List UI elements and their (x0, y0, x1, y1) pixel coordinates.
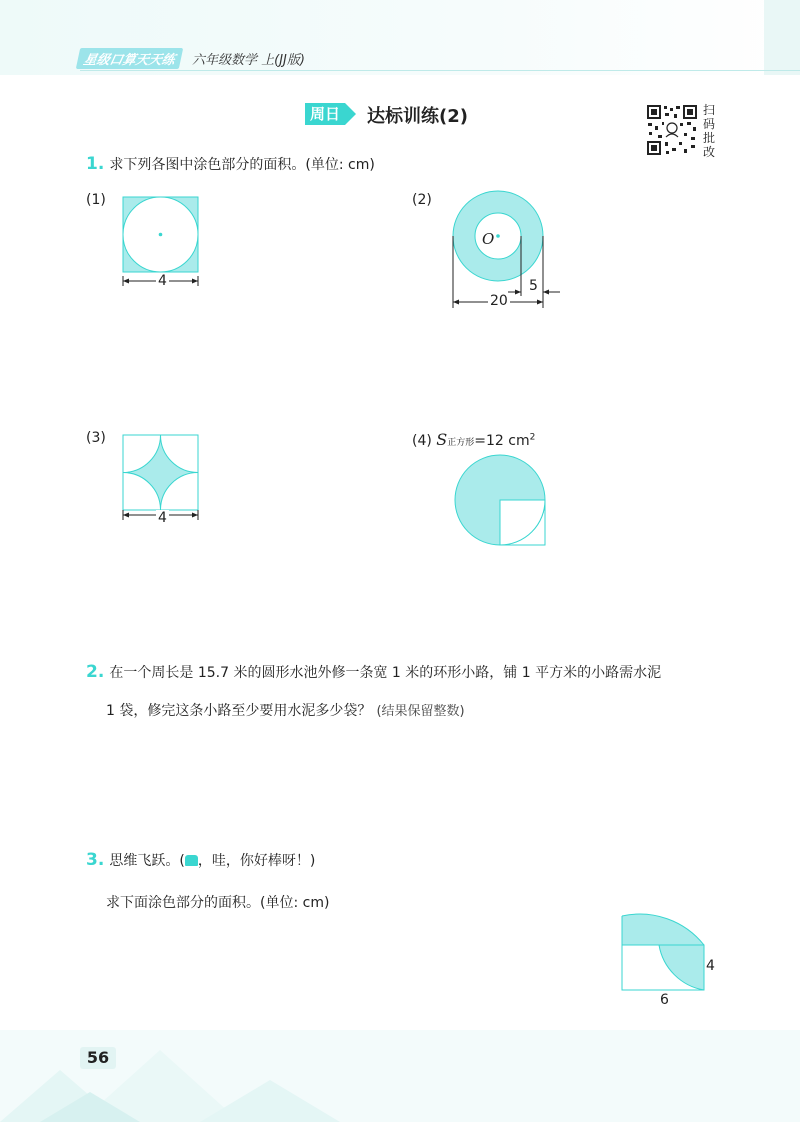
figure-q3-width-dimension: 6 (660, 992, 669, 1008)
figure-2-center-label: O (482, 230, 495, 248)
figure-4-label-line (412, 430, 535, 449)
figure-2-ring-width-dimension: 5 (529, 278, 538, 294)
figure-4-area-value: =12 cm (474, 433, 530, 449)
scan-char: 改 (703, 145, 716, 159)
question-3-heading: 3. 思维飞跃。( ，哇，你好棒呀！) (86, 850, 316, 870)
scan-char: 批 (703, 131, 716, 145)
figure-2-ring (440, 186, 570, 310)
question-2-heading (86, 662, 726, 682)
figure-4-area-subscript: 正方形 (447, 438, 475, 448)
figure-4-circle-with-square (446, 450, 556, 560)
question-text-line-2: 1 袋，修完这条小路至少要用水泥多少袋？ (106, 703, 372, 719)
question-title: 思维飞跃。 (109, 853, 180, 869)
figure-1-label: (1) (86, 192, 106, 208)
page-number: 56 (80, 1047, 116, 1069)
figure-q3-quarter-circles (612, 910, 722, 998)
figure-3-label: (3) (86, 430, 106, 446)
scan-char: 扫 (703, 103, 716, 117)
figure-3-dimension: 4 (158, 510, 167, 526)
day-badge-arrow (345, 103, 356, 125)
question-number: 2. (86, 662, 105, 682)
question-number: 3. (86, 850, 105, 870)
figure-1-dimension: 4 (158, 273, 167, 289)
question-2-line-2 (106, 700, 726, 720)
question-number: 1. (86, 154, 105, 174)
question-text-line-1: 在一个周长是 15.7 米的圆形水池外修一条宽 1 米的环形小路，铺 1 平方米的小路需水泥 (109, 665, 662, 681)
scan-char: 码 (703, 117, 716, 131)
question-3-text: 求下面涂色部分的面积。(单位: cm) (106, 895, 330, 911)
thumbs-up-icon (185, 855, 198, 866)
praise-text: 哇，你好棒呀！ (211, 853, 310, 869)
figure-4-area-exponent: 2 (529, 432, 536, 443)
question-text: 求下列各图中涂色部分的面积。(单位: cm) (109, 157, 375, 173)
section-title: 达标训练(2) (367, 106, 468, 127)
page-tab (764, 0, 800, 75)
header-divider (80, 70, 800, 71)
book-title: 六年级数学 上(JJ版) (192, 53, 305, 68)
figure-4-area-symbol: S (436, 430, 448, 449)
question-1-heading (86, 154, 375, 174)
footer-decoration (0, 1030, 800, 1122)
qr-code[interactable] (646, 104, 698, 156)
figure-q3-height-dimension: 4 (706, 958, 715, 974)
figure-2-label: (2) (412, 192, 432, 208)
question-note: (结果保留整数) (376, 704, 465, 719)
scan-grade-label (703, 103, 717, 159)
series-tag: 星级口算天天练 (76, 48, 183, 69)
figure-2-diameter-dimension: 20 (490, 293, 508, 309)
figure-4-label: (4) (412, 433, 432, 449)
day-badge: 周日 (305, 103, 345, 125)
